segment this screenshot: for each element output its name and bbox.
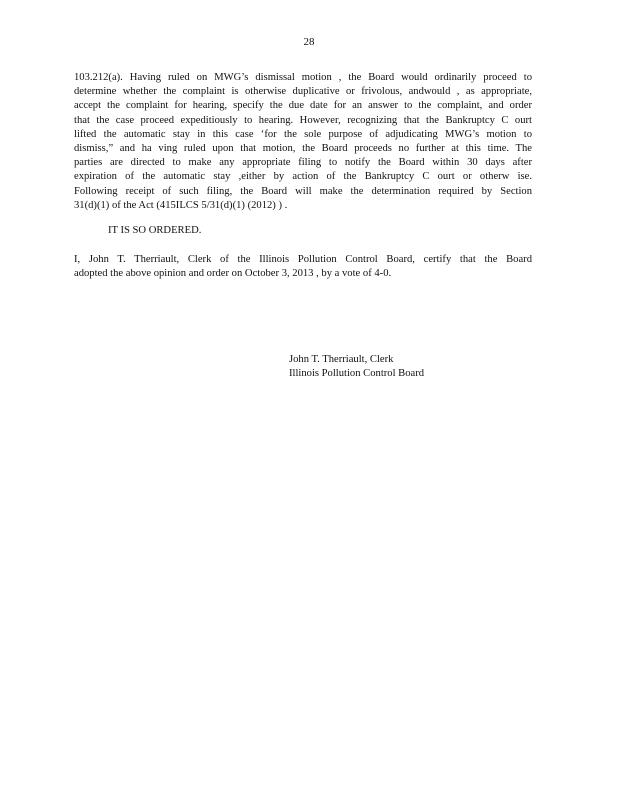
paragraph-line: dismiss,” and ha ving ruled upon that motion, the Board proceeds no further at this time. The <box>74 142 532 154</box>
page-number: 28 <box>303 36 315 48</box>
signature-block <box>289 353 424 381</box>
paragraph-line: I, John T. Therriault, Clerk of the Illinois Pollution Control Board, certify that the Board <box>74 254 532 265</box>
signature-name: John T. Therriault, Clerk <box>289 354 394 365</box>
paragraph-line: expiration of the automatic stay ,either by action of the Bankruptcy C ourt or otherw ise. <box>74 171 532 183</box>
paragraph-line: that the case proceed expeditiously to hearing. However, recognizing that the Bankruptcy C ourt <box>74 114 532 126</box>
paragraph-line: parties are directed to make any appropriate filing to notify the Board within 30 days after <box>74 157 532 169</box>
paragraph-line: 31(d)(1) of the Act (415ILCS 5/31(d)(1) (2012) ) . <box>74 199 288 211</box>
paragraph-line: accept the complaint for hearing, specify the due date for an answer to the complaint, and order <box>74 100 532 112</box>
order-statement: IT IS SO ORDERED. <box>108 225 202 236</box>
paragraph-clerk-certification <box>74 253 532 281</box>
paragraph-line: adopted the above opinion and order on October 3, 2013 , by a vote of 4-0. <box>74 268 392 280</box>
paragraph-dismissal-motion <box>74 71 532 213</box>
paragraph-line: determine whether the complaint is otherwise duplicative or frivolous, andwould , as appropriate, <box>74 86 532 98</box>
paragraph-line: Following receipt of such filing, the Board will make the determination required by Section <box>74 185 532 197</box>
paragraph-line: lifted the automatic stay in this case ‘for the sole purpose of adjudicating MWG’s motion to <box>74 128 532 140</box>
paragraph-line: 103.212(a). Having ruled on MWG’s dismissal motion , the Board would ordinarily proceed to <box>74 72 532 83</box>
signature-organization: Illinois Pollution Control Board <box>289 368 425 380</box>
